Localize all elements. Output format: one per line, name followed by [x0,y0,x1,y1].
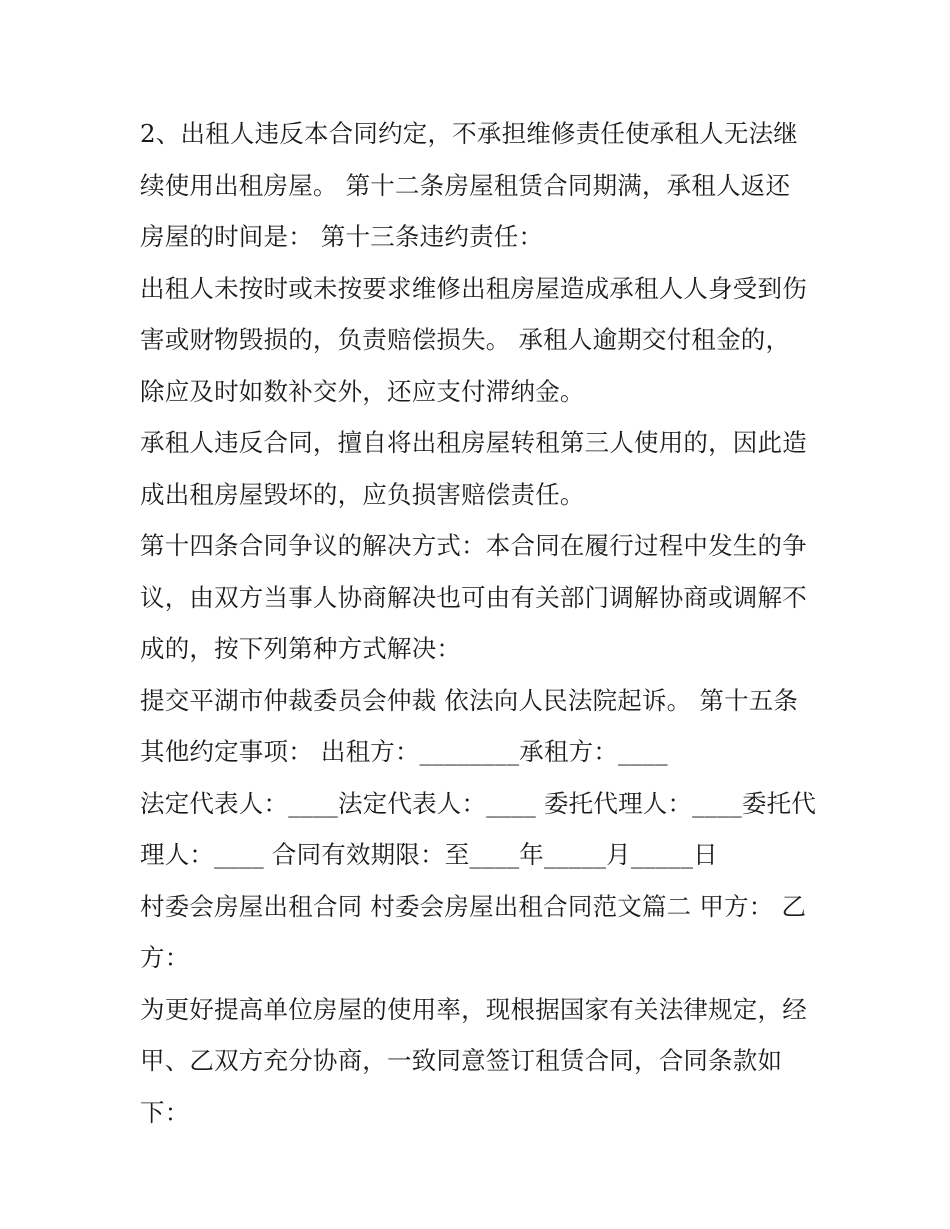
text-line: 理人：____ 合同有效期限：至____年_____月_____日 [140,840,718,869]
text-line: 出租人未按时或未按要求维修出租房屋造成承租人人身受到伤 [140,273,807,303]
text-line: 成的，按下列第种方式解决： [140,634,462,663]
text-line: 议，由双方当事人协商解决也可由有关部门调解协商或调解不 [140,582,807,612]
text-line: 为更好提高单位房屋的使用率，现根据国家有关法律规定，经 [140,994,807,1024]
text-line: 承租人违反合同，擅自将出租房屋转租第三人使用的，因此造 [140,428,807,457]
contract-text [140,108,830,1138]
text-line: 提交平湖市仲裁委员会仲裁 依法向人民法院起诉。 第十五条 [140,685,799,715]
text-line: 其他约定事项： 出租方：________承租方：____ [140,737,668,766]
text-line: 房屋的时间是： 第十三条违约责任： [140,222,544,251]
text-line: 第十四条合同争议的解决方式：本合同在履行过程中发生的争 [140,531,807,560]
text-line: 害或财物毁损的，负责赔偿损失。 承租人逾期交付租金的， [140,325,791,354]
text-line: 成出租房屋毁坏的，应负损害赔偿责任。 [140,479,585,509]
text-line: 村委会房屋出租合同 村委会房屋出租合同范文篇二 甲方： 乙 [140,891,807,921]
text-line: 方： [140,943,190,972]
text-line: 法定代表人：____法定代表人：____ 委托代理人：____委托代 [140,788,817,818]
text-line: 2、出租人违反本合同约定，不承担维修责任使承租人无法继 [140,119,798,148]
text-line: 甲、乙双方充分协商，一致同意签订租赁合同，合同条款如 [140,1046,783,1075]
text-line: 下： [140,1097,190,1127]
text-line: 续使用出租房屋。 第十二条房屋租赁合同期满，承租人返还 [140,170,791,200]
text-line: 除应及时如数补交外，还应支付滞纳金。 [140,376,585,406]
